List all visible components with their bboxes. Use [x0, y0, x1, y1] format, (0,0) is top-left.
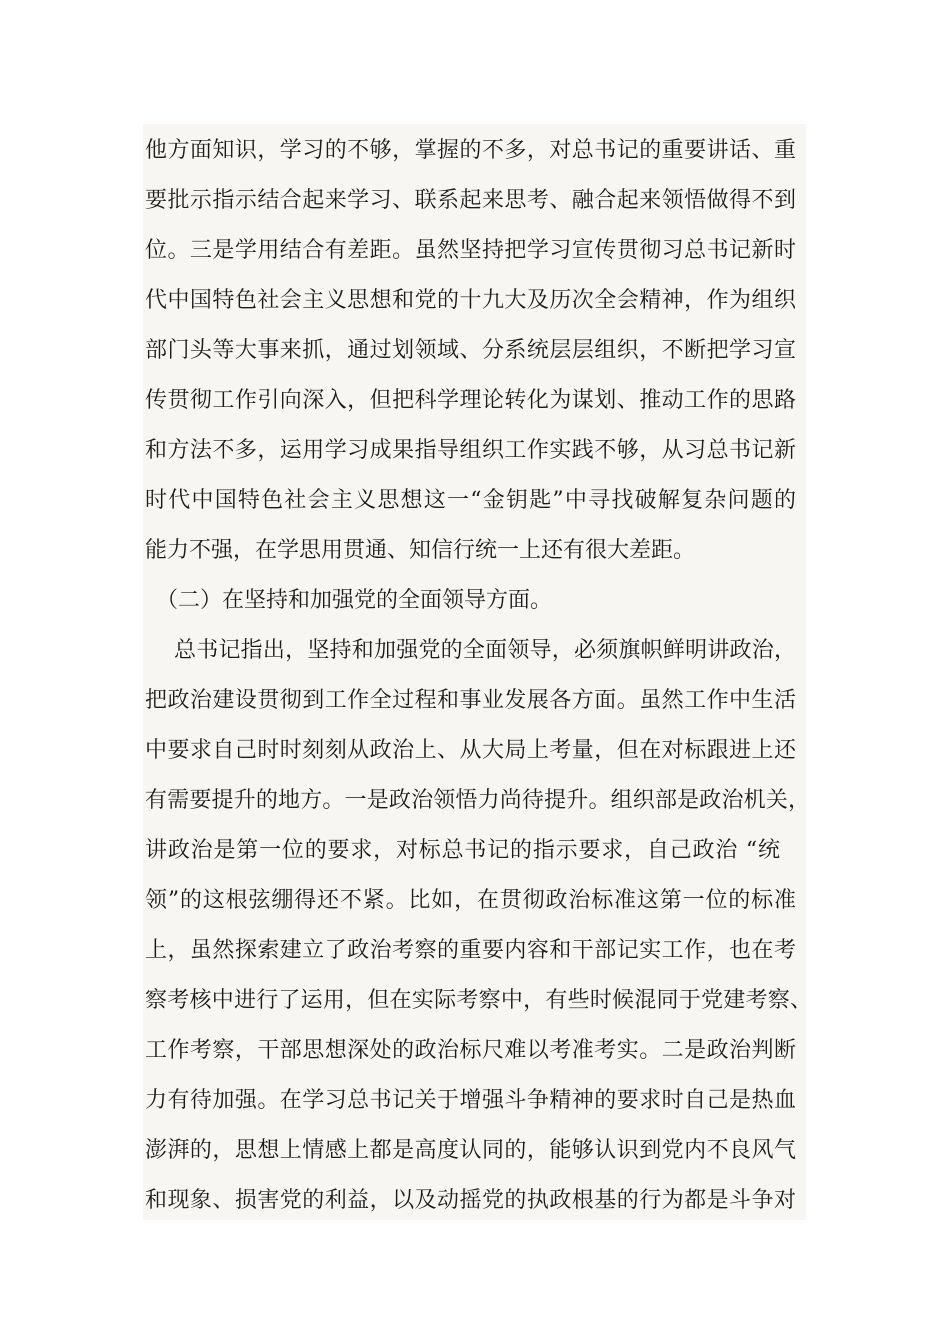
section-heading: （二）在坚持和加强党的全面领导方面。 [156, 588, 553, 613]
body-line: 传贯彻工作引向深入，但把科学理论转化为谋划、推动工作的思路 [145, 388, 796, 413]
body-line: 位。三是学用结合有差距。虽然坚持把学习宣传贯彻习总书记新时 [145, 238, 796, 263]
body-line: 总书记指出，坚持和加强党的全面领导，必须旗帜鲜明讲政治， [174, 638, 796, 663]
body-line: 工作考察，干部思想深处的政治标尺难以考准考实。二是政治判断 [145, 1038, 796, 1063]
body-line: 有需要提升的地方。一是政治领悟力尚待提升。组织部是政治机关， [145, 788, 810, 813]
body-line: 领”的这根弦绷得还不紧。比如，在贯彻政治标准这第一位的标准 [145, 888, 796, 913]
body-line: 要批示指示结合起来学习、联系起来思考、融合起来领悟做得不到 [145, 188, 796, 213]
body-line: 上，虽然探索建立了政治考察的重要内容和干部记实工作，也在考 [145, 938, 796, 963]
body-line: 力有待加强。在学习总书记关于增强斗争精神的要求时自己是热血 [145, 1088, 796, 1113]
body-line: 部门头等大事来抓，通过划领域、分系统层层组织，不断把学习宣 [145, 338, 796, 363]
body-line: 他方面知识，学习的不够，掌握的不多，对总书记的重要讲话、重 [145, 138, 796, 163]
body-line: 中要求自己时时刻刻从政治上、从大局上考量，但在对标跟进上还 [145, 738, 796, 763]
body-line: 讲政治是第一位的要求，对标总书记的指示要求，自己政治 “统 [145, 838, 780, 863]
body-line: 澎湃的，思想上情感上都是高度认同的，能够认识到党内不良风气 [145, 1138, 796, 1163]
body-line: 察考核中进行了运用，但在实际考察中，有些时候混同于党建考察、 [145, 988, 812, 1013]
body-line: 和方法不多，运用学习成果指导组织工作实践不够，从习总书记新 [145, 438, 796, 463]
body-line: 能力不强，在学思用贯通、知信行统一上还有很大差距。 [145, 538, 696, 563]
body-line: 时代中国特色社会主义思想这一“金钥匙”中寻找破解复杂问题的 [145, 488, 796, 513]
body-line: 代中国特色社会主义思想和党的十九大及历次全会精神，作为组织 [145, 288, 796, 313]
body-line: 和现象、损害党的利益，以及动摇党的执政根基的行为都是斗争对 [145, 1188, 796, 1213]
body-line: 把政治建设贯彻到工作全过程和事业发展各方面。虽然工作中生活 [145, 688, 796, 713]
